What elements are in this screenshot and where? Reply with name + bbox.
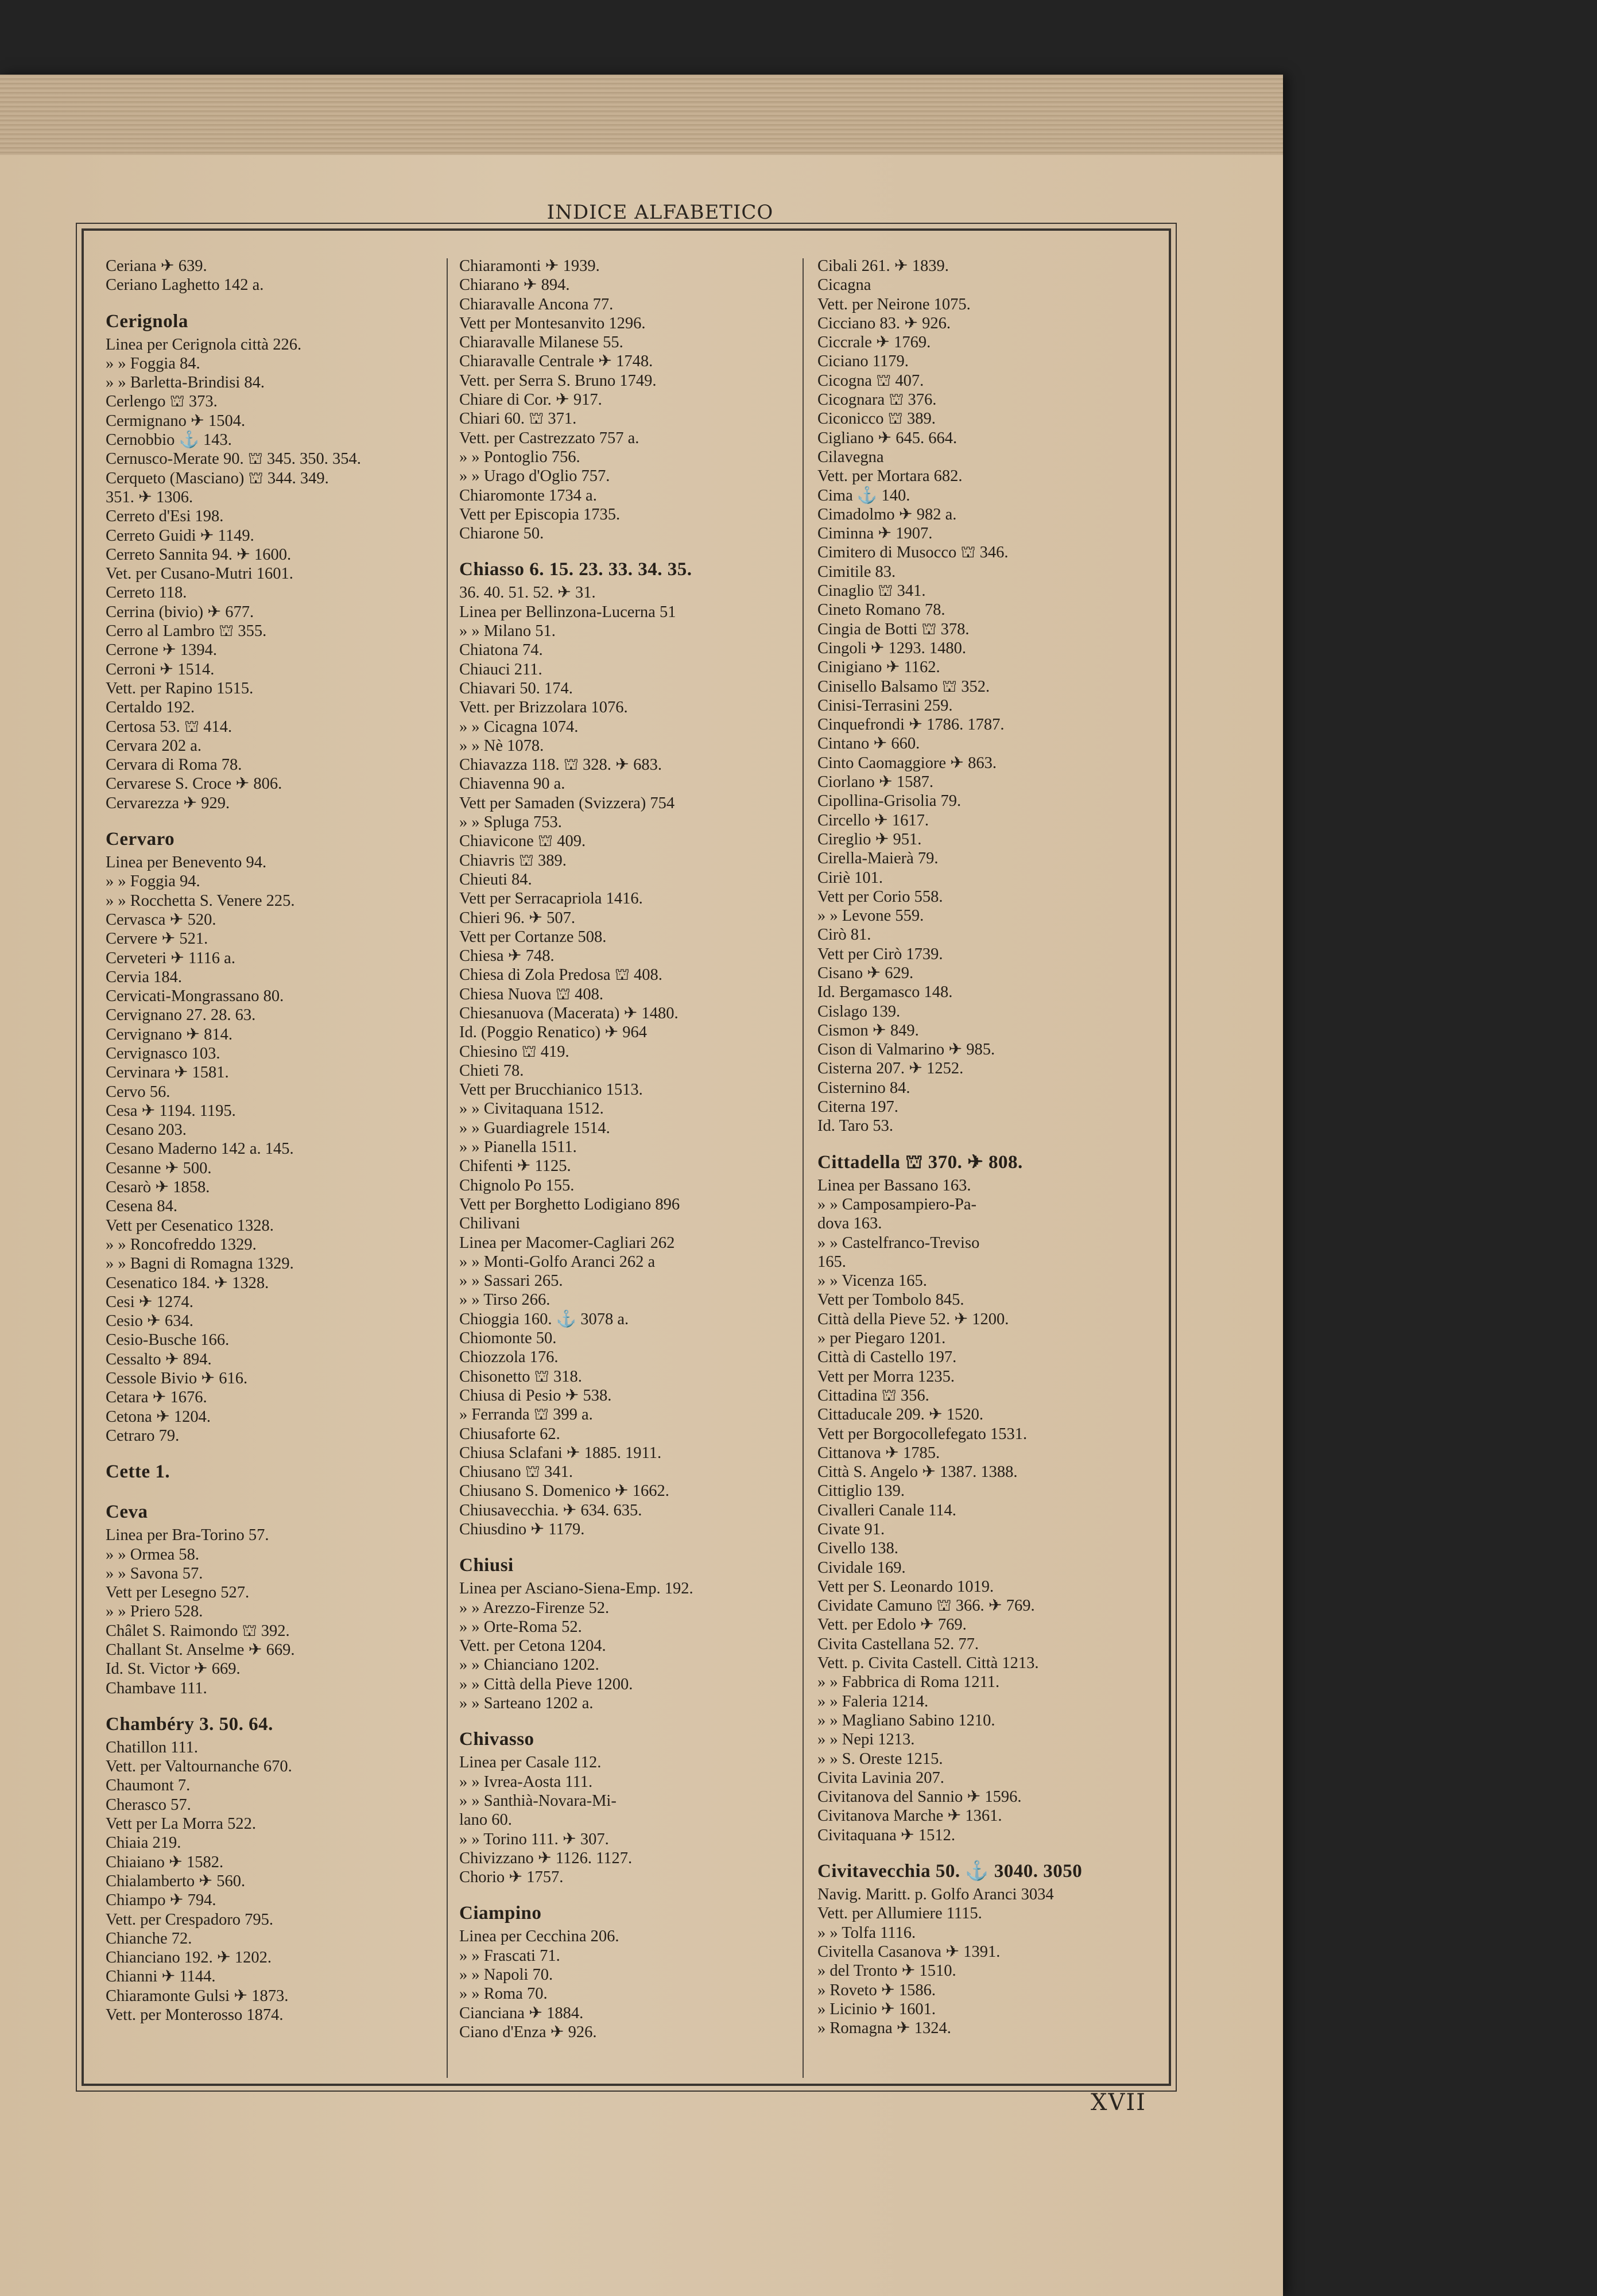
index-entry: Vett. per Neirone 1075.: [817, 295, 971, 313]
index-entry: Chiavazza 118. ⛫ 328. ✈ 683.: [459, 756, 662, 774]
index-entry: » » Ivrea-Aosta 111.: [459, 1773, 593, 1791]
index-entry: Chiusaforte 62.: [459, 1425, 560, 1443]
index-entry: Vett. per Monterosso 1874.: [106, 2006, 284, 2024]
index-entry: dova 163.: [817, 1215, 882, 1233]
index-entry: » » Roma 70.: [459, 1985, 548, 2003]
blank-gap: [459, 1539, 804, 1549]
index-entry: » » Pontoglio 756.: [459, 448, 580, 466]
index-entry: Chieuti 84.: [459, 870, 532, 889]
index-entry: Chiesino ⛫ 419.: [459, 1042, 569, 1061]
index-entry: Vett. per Mortara 682.: [817, 467, 963, 486]
index-entry: Cesarò ✈ 1858.: [106, 1178, 210, 1197]
index-entry: Cetara ✈ 1676.: [106, 1389, 207, 1407]
index-entry: Challant St. Anselme ✈ 669.: [106, 1641, 295, 1659]
index-entry: Cicagna: [817, 276, 871, 294]
index-entry: Vett per Montesanvito 1296.: [459, 314, 646, 332]
index-entry: Cinisi-Terrasini 259.: [817, 696, 953, 715]
index-entry: » » Civitaquana 1512.: [459, 1100, 604, 1118]
index-entry: » » Orte-Roma 52.: [459, 1618, 582, 1636]
index-entry: Chiare di Cor. ✈ 917.: [459, 391, 602, 409]
index-entry: lano 60.: [459, 1811, 512, 1829]
index-entry: Vett per Corio 558.: [817, 887, 943, 906]
index-entry: Cerreto d'Esi 198.: [106, 507, 224, 526]
index-entry: Cerrone ✈ 1394.: [106, 641, 218, 660]
index-entry: Id. St. Victor ✈ 669.: [106, 1660, 241, 1678]
index-entry: Cinquefrondi ✈ 1786. 1787.: [817, 716, 1005, 734]
index-entry: 351. ✈ 1306.: [106, 488, 193, 506]
index-entry: Id. (Poggio Renatico) ✈ 964: [459, 1023, 648, 1042]
index-entry: Chiaiano ✈ 1582.: [106, 1853, 224, 1871]
index-entry: Cervarese S. Croce ✈ 806.: [106, 775, 282, 793]
index-entry: Chiesa ✈ 748.: [459, 947, 555, 965]
index-entry: Id. Bergamasco 148.: [817, 983, 953, 1002]
index-entry: Cerlengo ⛫ 373.: [106, 393, 218, 411]
index-entry: Cervignano 27. 28. 63.: [106, 1006, 256, 1025]
index-entry: Cervinara ✈ 1581.: [106, 1064, 229, 1082]
index-entry: Chieri 96. ✈ 507.: [459, 909, 575, 927]
index-entry: Certosa 53. ⛫ 414.: [106, 718, 232, 736]
index-entry: » Licinio ✈ 1601.: [817, 2000, 936, 2018]
index-entry: Città di Castello 197.: [817, 1348, 957, 1367]
index-entry: Cerveteri ✈ 1116 a.: [106, 949, 235, 967]
index-entry: Civitanova del Sannio ✈ 1596.: [817, 1788, 1022, 1806]
index-entry: » per Piegaro 1201.: [817, 1329, 946, 1348]
blank-gap: [817, 1136, 1162, 1146]
index-entry: Vett. per Serra S. Bruno 1749.: [459, 371, 657, 390]
index-entry: Citerna 197.: [817, 1098, 898, 1116]
page-number: XVII: [1091, 2089, 1146, 2116]
index-entry: Cividate Camuno ⛫ 366. ✈ 769.: [817, 1597, 1035, 1615]
index-entry: Cinisello Balsamo ⛫ 352.: [817, 677, 990, 696]
index-entry: Cittadina ⛫ 356.: [817, 1386, 929, 1405]
index-entry: Chialamberto ✈ 560.: [106, 1872, 246, 1890]
index-entry: Cicognara ⛫ 376.: [817, 391, 937, 409]
index-entry: » » Barletta-Brindisi 84.: [106, 374, 265, 392]
index-entry: Vett. per Cetona 1204.: [459, 1637, 606, 1655]
index-entry: » » Sassari 265.: [459, 1272, 563, 1290]
index-entry: Cherasco 57.: [106, 1795, 191, 1814]
index-entry: Civita Lavinia 207.: [817, 1768, 944, 1787]
index-entry: Vett. per Rapino 1515.: [106, 679, 254, 697]
index-entry: Chiampo ✈ 794.: [106, 1891, 216, 1910]
index-entry: Linea per Cerignola città 226.: [106, 335, 302, 354]
index-entry: Cesano Maderno 142 a. 145.: [106, 1140, 294, 1158]
index-entry: Chiusa di Pesio ✈ 538.: [459, 1386, 612, 1405]
index-entry: Chiavicone ⛫ 409.: [459, 832, 586, 851]
index-entry: » » Napoli 70.: [459, 1966, 553, 1984]
index-entry: Civitaquana ✈ 1512.: [817, 1826, 955, 1844]
index-entry: Chiavenna 90 a.: [459, 775, 565, 793]
index-entry: » » Priero 528.: [106, 1603, 203, 1621]
index-entry: Chignolo Po 155.: [459, 1176, 575, 1194]
index-entry: Ceriano Laghetto 142 a.: [106, 276, 264, 294]
index-entry: Chieti 78.: [459, 1061, 524, 1080]
index-entry: Cervere ✈ 521.: [106, 930, 208, 948]
index-entry: Vett per Borghetto Lodigiano 896: [459, 1195, 680, 1213]
index-entry: Civitanova Marche ✈ 1361.: [817, 1807, 1002, 1825]
index-entry: 36. 40. 51. 52. ✈ 31.: [459, 584, 596, 602]
index-entry: Chisonetto ⛫ 318.: [459, 1367, 582, 1386]
index-entry: » » Savona 57.: [106, 1564, 203, 1583]
index-entry: Cicciano 83. ✈ 926.: [817, 314, 951, 332]
index-entry: Châlet S. Raimondo ⛫ 392.: [106, 1622, 290, 1640]
index-entry: » » Città della Pieve 1200.: [459, 1675, 633, 1693]
index-entry: » » Foggia 94.: [106, 872, 200, 891]
index-entry: Certaldo 192.: [106, 699, 195, 717]
blank-gap: [459, 543, 804, 553]
index-entry: Cisterna 207. ✈ 1252.: [817, 1060, 964, 1078]
index-entry: Linea per Benevento 94.: [106, 854, 267, 872]
index-entry: » » Guardiagrele 1514.: [459, 1119, 610, 1137]
index-entry: Vett per Samaden (Svizzera) 754: [459, 794, 675, 812]
index-heading: Cervaro: [106, 829, 175, 850]
index-entry: Ceriana ✈ 639.: [106, 257, 207, 275]
page-edges: [0, 75, 1283, 155]
index-entry: » » Fabbrica di Roma 1211.: [817, 1673, 1000, 1692]
index-entry: Ciconicco ⛫ 389.: [817, 410, 936, 428]
index-entry: Chivizzano ✈ 1126. 1127.: [459, 1849, 633, 1867]
index-entry: Chianche 72.: [106, 1929, 192, 1948]
index-entry: Vett per Serracapriola 1416.: [459, 890, 643, 908]
index-entry: Città della Pieve 52. ✈ 1200.: [817, 1310, 1009, 1328]
index-entry: » » Vicenza 165.: [817, 1272, 927, 1290]
index-entry: Chiaromonte 1734 a.: [459, 486, 597, 505]
index-heading: Cette 1.: [106, 1461, 170, 1483]
index-entry: » Romagna ✈ 1324.: [817, 2019, 951, 2038]
blank-gap: [459, 1887, 804, 1897]
index-entry: » » Magliano Sabino 1210.: [817, 1711, 995, 1729]
index-entry: Cison di Valmarino ✈ 985.: [817, 1041, 995, 1059]
index-entry: » » Santhià-Novara-Mi-: [459, 1791, 617, 1810]
index-entry: Cibali 261. ✈ 1839.: [817, 257, 949, 275]
index-entry: Chilivani: [459, 1215, 521, 1233]
index-entry: Vett. per Crespadoro 795.: [106, 1910, 274, 1929]
blank-gap: [106, 1698, 450, 1708]
index-entry: » » Roncofreddo 1329.: [106, 1235, 257, 1254]
index-entry: Ciorlano ✈ 1587.: [817, 773, 933, 792]
index-entry: Cimitile 83.: [817, 563, 896, 581]
index-entry: Cinto Caomaggiore ✈ 863.: [817, 754, 997, 772]
index-entry: Cirella-Maierà 79.: [817, 850, 939, 868]
index-entry: Vett per Tombolo 845.: [817, 1291, 964, 1309]
index-entry: Circello ✈ 1617.: [817, 811, 929, 829]
index-entry: Cervia 184.: [106, 968, 182, 986]
index-entry: Chiusa Sclafani ✈ 1885. 1911.: [459, 1444, 662, 1462]
index-entry: » » Nepi 1213.: [817, 1731, 915, 1749]
index-entry: Vett. per Edolo ✈ 769.: [817, 1616, 967, 1634]
index-entry: Civitella Casanova ✈ 1391.: [817, 1942, 1001, 1961]
index-entry: Cireglio ✈ 951.: [817, 830, 922, 848]
index-entry: Vett per Borgocollefegato 1531.: [817, 1425, 1028, 1443]
index-entry: Vett per Cirò 1739.: [817, 945, 943, 963]
index-entry: » » Castelfranco-Treviso: [817, 1234, 980, 1252]
index-entry: Cessole Bivio ✈ 616.: [106, 1370, 248, 1388]
index-entry: Chiomonte 50.: [459, 1329, 557, 1348]
index-entry: Vett. per Castrezzato 757 a.: [459, 429, 639, 447]
blank-gap: [106, 295, 450, 305]
index-entry: » » S. Oreste 1215.: [817, 1750, 943, 1768]
index-entry: Cingoli ✈ 1293. 1480.: [817, 639, 967, 657]
index-entry: Ciminna ✈ 1907.: [817, 525, 933, 543]
index-entry: Chiauci 211.: [459, 660, 542, 678]
index-heading: Chiasso 6. 15. 23. 33. 34. 35.: [459, 559, 692, 580]
index-entry: » » Chianciano 1202.: [459, 1656, 599, 1674]
index-entry: Chiaramonte Gulsi ✈ 1873.: [106, 1987, 289, 2005]
index-entry: Cesenatico 184. ✈ 1328.: [106, 1274, 269, 1292]
index-entry: » » Pianella 1511.: [459, 1138, 577, 1157]
index-entry: Chiaramonti ✈ 1939.: [459, 257, 600, 275]
index-entry: Cittiglio 139.: [817, 1482, 905, 1500]
page-header: INDICE ALFABETICO: [546, 201, 774, 224]
index-entry: Vett per Lesegno 527.: [106, 1584, 250, 1602]
index-entry: Cesi ✈ 1274.: [106, 1293, 193, 1311]
index-entry: Cividale 169.: [817, 1558, 906, 1577]
blank-gap: [106, 813, 450, 823]
index-entry: Cesano 203.: [106, 1121, 187, 1139]
index-entry: Cervicati-Mongrassano 80.: [106, 987, 284, 1006]
index-entry: Cernobbio ⚓ 143.: [106, 431, 232, 449]
index-entry: » Ferranda ⛫ 399 a.: [459, 1406, 593, 1424]
index-entry: Id. Taro 53.: [817, 1117, 894, 1135]
index-entry: Cervignano ✈ 814.: [106, 1025, 232, 1044]
index-entry: Chiesa Nuova ⛫ 408.: [459, 985, 603, 1003]
index-entry: Cesio ✈ 634.: [106, 1312, 193, 1331]
index-entry: Chiesa di Zola Predosa ⛫ 408.: [459, 966, 662, 984]
index-entry: Cerreto 118.: [106, 584, 187, 602]
index-entry: Cimadolmo ✈ 982 a.: [817, 505, 957, 523]
index-entry: Ciciano 1179.: [817, 352, 909, 371]
index-entry: Chiaravalle Centrale ✈ 1748.: [459, 352, 653, 371]
index-entry: Vett. p. Civita Castell. Città 1213.: [817, 1654, 1039, 1673]
index-entry: Cipollina-Grisolia 79.: [817, 792, 962, 810]
index-entry: Cesio-Busche 166.: [106, 1331, 230, 1349]
index-entry: Vett per Cortanze 508.: [459, 928, 607, 946]
index-entry: Linea per Casale 112.: [459, 1754, 602, 1772]
index-entry: Cerro al Lambro ⛫ 355.: [106, 622, 267, 641]
index-entry: Cernusco-Merate 90. ⛫ 345. 350. 354.: [106, 450, 361, 468]
index-entry: Chifenti ✈ 1125.: [459, 1157, 571, 1176]
index-entry: Cervara 202 a.: [106, 736, 201, 755]
index-entry: Chiusano ⛫ 341.: [459, 1463, 573, 1481]
index-entry: Linea per Bra-Torino 57.: [106, 1526, 269, 1545]
index-entry: Ciccrale ✈ 1769.: [817, 333, 931, 352]
index-entry: Vett per S. Leonardo 1019.: [817, 1577, 994, 1596]
index-entry: Cerreto Guidi ✈ 1149.: [106, 526, 254, 545]
index-entry: Vett per Cesenatico 1328.: [106, 1216, 274, 1235]
index-entry: Cingia de Botti ⛫ 378.: [817, 620, 970, 638]
index-entry: Chianni ✈ 1144.: [106, 1968, 216, 1986]
index-entry: Cicogna ⛫ 407.: [817, 371, 924, 390]
index-entry: » » Bagni di Romagna 1329.: [106, 1255, 294, 1273]
index-entry: Navig. Maritt. p. Golfo Aranci 3034: [817, 1886, 1054, 1904]
index-entry: Chiaravalle Milanese 55.: [459, 333, 623, 352]
index-entry: » » Ormea 58.: [106, 1545, 200, 1564]
index-entry: Cima ⚓ 140.: [817, 486, 910, 505]
index-entry: Chiesanuova (Macerata) ✈ 1480.: [459, 1004, 679, 1022]
index-entry: Linea per Macomer-Cagliari 262: [459, 1234, 675, 1252]
index-entry: » » Urago d'Oglio 757.: [459, 467, 610, 486]
index-entry: » » Frascati 71.: [459, 1946, 560, 1965]
index-entry: Linea per Asciano-Siena-Emp. 192.: [459, 1580, 693, 1598]
index-entry: » » Levone 559.: [817, 907, 924, 925]
index-entry: Linea per Bellinzona-Lucerna 51: [459, 603, 676, 621]
index-entry: Cintano ✈ 660.: [817, 735, 920, 753]
index-entry: » Roveto ✈ 1586.: [817, 1981, 936, 1999]
index-entry: Cislago 139.: [817, 1002, 901, 1021]
index-column-3: [817, 257, 1162, 2038]
index-entry: Cilavegna: [817, 448, 884, 466]
index-entry: Chioggia 160. ⚓ 3078 a.: [459, 1310, 629, 1328]
index-entry: Chiatona 74.: [459, 641, 543, 660]
index-entry: Cimitero di Musocco ⛫ 346.: [817, 544, 1009, 562]
blank-gap: [459, 1713, 804, 1723]
index-entry: Cervignasco 103.: [106, 1044, 220, 1062]
index-entry: Chaumont 7.: [106, 1777, 191, 1795]
index-entry: Civalleri Canale 114.: [817, 1501, 956, 1519]
index-entry: Cittanova ✈ 1785.: [817, 1444, 940, 1462]
index-entry: Cerrina (bivio) ✈ 677.: [106, 603, 254, 621]
index-entry: Cesanne ✈ 500.: [106, 1159, 212, 1177]
index-entry: Cianciana ✈ 1884.: [459, 2004, 584, 2022]
index-entry: » » Torino 111. ✈ 307.: [459, 1830, 609, 1848]
index-column-1: [106, 257, 450, 2024]
index-entry: Linea per Bassano 163.: [817, 1176, 971, 1194]
index-entry: Chiaia 219.: [106, 1834, 181, 1852]
index-entry: Cessalto ✈ 894.: [106, 1350, 212, 1368]
index-heading: Civitavecchia 50. ⚓ 3040. 3050: [817, 1861, 1083, 1882]
index-entry: Cervo 56.: [106, 1083, 170, 1101]
index-entry: Vett per Morra 1235.: [817, 1367, 955, 1386]
index-entry: Cetona ✈ 1204.: [106, 1407, 211, 1426]
index-entry: Chiusdino ✈ 1179.: [459, 1521, 585, 1538]
index-entry: Ciano d'Enza ✈ 926.: [459, 2023, 597, 2041]
index-entry: Città S. Angelo ✈ 1387. 1388.: [817, 1463, 1018, 1481]
index-entry: Cerqueto (Masciano) ⛫ 344. 349.: [106, 469, 329, 487]
index-entry: Chiozzola 176.: [459, 1348, 559, 1367]
index-entry: » » Camposampiero-Pa-: [817, 1195, 977, 1213]
index-entry: Chiarone 50.: [459, 525, 544, 543]
index-heading: Chiusi: [459, 1555, 514, 1576]
index-entry: Chorio ✈ 1757.: [459, 1868, 564, 1887]
index-entry: Cervarezza ✈ 929.: [106, 794, 230, 812]
index-entry: Vett. per Brizzolara 1076.: [459, 699, 628, 717]
index-entry: Cesa ✈ 1194. 1195.: [106, 1102, 236, 1120]
index-entry: Cermignano ✈ 1504.: [106, 412, 246, 430]
index-column-2: [459, 257, 804, 2042]
index-entry: Chiari 60. ⛫ 371.: [459, 410, 577, 428]
index-entry: » » Spluga 753.: [459, 813, 562, 832]
index-entry: » » Arezzo-Firenze 52.: [459, 1599, 610, 1617]
index-entry: Chambave 111.: [106, 1679, 207, 1697]
index-entry: Cittaducale 209. ✈ 1520.: [817, 1406, 984, 1424]
index-entry: » » Tirso 266.: [459, 1291, 551, 1309]
index-heading: Cittadella ⛫ 370. ✈ 808.: [817, 1151, 1023, 1173]
index-heading: Chivasso: [459, 1729, 534, 1750]
index-entry: Civate 91.: [817, 1521, 885, 1538]
index-entry: Chatillon 111.: [106, 1738, 198, 1756]
index-entry: Chiaravalle Ancona 77.: [459, 295, 614, 313]
index-entry: 165.: [817, 1252, 846, 1271]
index-entry: Cervara di Roma 78.: [106, 756, 242, 774]
index-entry: » » Sarteano 1202 a.: [459, 1694, 594, 1713]
index-entry: Ciriè 101.: [817, 868, 883, 887]
index-heading: Ciampino: [459, 1903, 542, 1924]
index-entry: Chiavari 50. 174.: [459, 679, 573, 697]
index-heading: Cerignola: [106, 311, 188, 332]
index-entry: Linea per Cecchina 206.: [459, 1927, 619, 1946]
index-entry: Cinigiano ✈ 1162.: [817, 658, 940, 677]
index-entry: Chiusavecchia. ✈ 634. 635.: [459, 1501, 642, 1519]
index-entry: Vett. per Allumiere 1115.: [817, 1905, 982, 1923]
index-entry: » » Cicagna 1074.: [459, 718, 579, 736]
index-entry: Cirò 81.: [817, 926, 871, 944]
index-entry: Cerreto Sannita 94. ✈ 1600.: [106, 545, 292, 564]
index-entry: Cinaglio ⛫ 341.: [817, 582, 926, 600]
index-entry: Cisternino 84.: [817, 1079, 910, 1097]
index-entry: » del Tronto ✈ 1510.: [817, 1962, 956, 1980]
blank-gap: [817, 1845, 1162, 1855]
index-entry: » » Foggia 84.: [106, 354, 200, 373]
index-entry: Cesena 84.: [106, 1197, 178, 1216]
index-entry: Cervasca ✈ 520.: [106, 910, 216, 929]
index-entry: » » Tolfa 1116.: [817, 1923, 916, 1942]
index-entry: Chiarano ✈ 894.: [459, 276, 570, 294]
index-heading: Ceva: [106, 1502, 148, 1523]
index-entry: Vet. per Cusano-Mutri 1601.: [106, 565, 293, 583]
index-entry: » » Milano 51.: [459, 622, 556, 641]
index-entry: Cerroni ✈ 1514.: [106, 660, 215, 678]
index-entry: Cetraro 79.: [106, 1426, 180, 1445]
index-entry: Civello 138.: [817, 1539, 898, 1558]
index-entry: Vett per Episcopia 1735.: [459, 505, 621, 523]
index-entry: Chiusano S. Domenico ✈ 1662.: [459, 1482, 669, 1500]
index-entry: Vett per La Morra 522.: [106, 1815, 256, 1833]
index-entry: » » Faleria 1214.: [817, 1692, 929, 1711]
index-entry: » » Monti-Golfo Aranci 262 a: [459, 1252, 656, 1271]
index-entry: » » Nè 1078.: [459, 736, 544, 755]
blank-gap: [106, 1486, 450, 1496]
index-entry: Chiavris ⛫ 389.: [459, 851, 567, 870]
index-entry: Vett. per Valtournanche 670.: [106, 1758, 292, 1776]
index-entry: » » Rocchetta S. Venere 225.: [106, 891, 295, 910]
index-entry: Cigliano ✈ 645. 664.: [817, 429, 958, 447]
index-entry: Civita Castellana 52. 77.: [817, 1635, 979, 1653]
index-entry: Cineto Romano 78.: [817, 601, 945, 619]
index-entry: Vett per Brucchianico 1513.: [459, 1081, 643, 1099]
index-entry: Cismon ✈ 849.: [817, 1021, 919, 1040]
index-heading: Chambéry 3. 50. 64.: [106, 1713, 273, 1735]
index-entry: Chianciano 192. ✈ 1202.: [106, 1949, 272, 1967]
blank-gap: [106, 1445, 450, 1456]
index-entry: Cisano ✈ 629.: [817, 964, 914, 982]
